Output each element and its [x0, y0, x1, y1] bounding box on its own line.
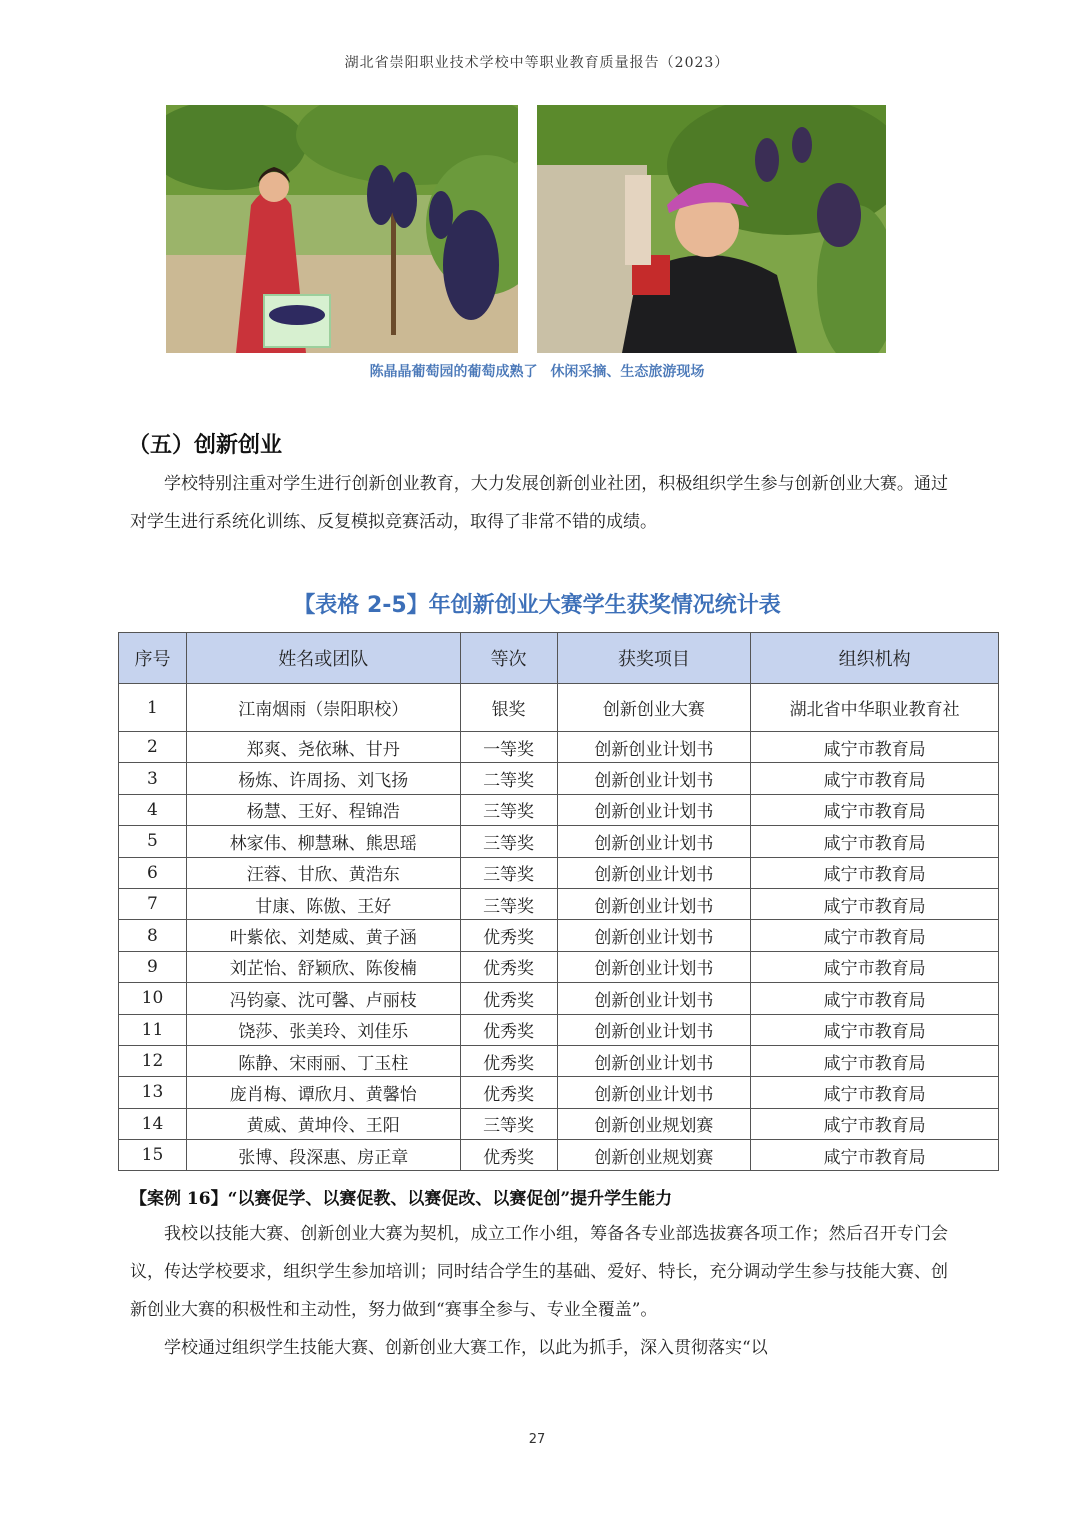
cell-organizer: 咸宁市教育局: [751, 826, 999, 857]
cell-organizer: 咸宁市教育局: [751, 1014, 999, 1045]
cell-rank: 优秀奖: [460, 1014, 557, 1045]
table-row: [119, 1014, 999, 1045]
case-paragraph-2: 学校通过组织学生技能大赛、创新创业大赛工作，以此为抓手，深入贯彻落实“以: [164, 1338, 768, 1358]
table-row: [119, 857, 999, 888]
table-row: [119, 920, 999, 951]
table-row: [119, 951, 999, 982]
page-number: 27: [528, 1432, 546, 1447]
table-title: 【表格 2-5】年创新创业大赛学生获奖情况统计表: [293, 593, 781, 618]
cell-name: 陈静、宋雨丽、丁玉柱: [186, 1045, 460, 1076]
cell-index: 9: [119, 951, 187, 982]
cell-index: 12: [119, 1045, 187, 1076]
cell-project: 创新创业计划书: [557, 888, 751, 919]
cell-organizer: 咸宁市教育局: [751, 763, 999, 794]
cell-name: 郑爽、尧依琳、甘丹: [186, 732, 460, 763]
cell-project: 创新创业计划书: [557, 1045, 751, 1076]
cell-rank: 一等奖: [460, 732, 557, 763]
header-rank: 等次: [460, 633, 557, 684]
cell-name: 饶莎、张美玲、刘佳乐: [186, 1014, 460, 1045]
cell-rank: 优秀奖: [460, 1077, 557, 1108]
cell-name: 杨慧、王好、程锦浩: [186, 794, 460, 825]
cell-name: 汪蓉、甘欣、黄浩东: [186, 857, 460, 888]
cell-organizer: 咸宁市教育局: [751, 1108, 999, 1139]
cell-name: 杨炼、许周扬、刘飞扬: [186, 763, 460, 794]
case-body: [130, 1215, 948, 1367]
page-header: 湖北省崇阳职业技术学校中等职业教育质量报告（2023）: [344, 55, 730, 71]
cell-index: 11: [119, 1014, 187, 1045]
section-paragraph: [130, 465, 948, 541]
header-name: 姓名或团队: [186, 633, 460, 684]
cell-rank: 优秀奖: [460, 920, 557, 951]
table-row: [119, 1045, 999, 1076]
cell-project: 创新创业计划书: [557, 983, 751, 1014]
case-paragraph-1: 我校以技能大赛、创新创业大赛为契机，成立工作小组，筹备各专业部选拔赛各项工作；然后召开专门会议，传达学校要求，组织学生参加培训；同时结合学生的基础、爱好、特长，充分调动学生参与技能大赛、创新创业大赛的积极性和主动性，努力做到“赛事全参与、专业全覆盖”。: [130, 1224, 948, 1320]
cell-index: 15: [119, 1140, 187, 1171]
cell-rank: 三等奖: [460, 1108, 557, 1139]
table-row: [119, 794, 999, 825]
table-row: [119, 1140, 999, 1171]
cell-index: 1: [119, 684, 187, 732]
cell-index: 6: [119, 857, 187, 888]
cell-organizer: 咸宁市教育局: [751, 920, 999, 951]
cell-organizer: 咸宁市教育局: [751, 983, 999, 1014]
cell-name: 刘芷怡、舒颖欣、陈俊楠: [186, 951, 460, 982]
cell-rank: 三等奖: [460, 826, 557, 857]
cell-rank: 优秀奖: [460, 1045, 557, 1076]
cell-project: 创新创业计划书: [557, 794, 751, 825]
cell-organizer: 咸宁市教育局: [751, 732, 999, 763]
section-title: （五）创新创业: [128, 432, 283, 458]
cell-name: 冯钧豪、沈可馨、卢丽枝: [186, 983, 460, 1014]
grape-picking-photo-right: [537, 105, 886, 353]
table-row: [119, 732, 999, 763]
cell-index: 2: [119, 732, 187, 763]
cell-project: 创新创业计划书: [557, 763, 751, 794]
cell-project: 创新创业大赛: [557, 684, 751, 732]
table-row: [119, 1108, 999, 1139]
cell-name: 叶紫依、刘楚威、黄子涵: [186, 920, 460, 951]
cell-name: 甘康、陈傲、王好: [186, 888, 460, 919]
cell-index: 13: [119, 1077, 187, 1108]
header-index: 序号: [119, 633, 187, 684]
cell-rank: 三等奖: [460, 794, 557, 825]
cell-index: 7: [119, 888, 187, 919]
cell-rank: 优秀奖: [460, 951, 557, 982]
cell-name: 江南烟雨（崇阳职校）: [186, 684, 460, 732]
cell-rank: 三等奖: [460, 857, 557, 888]
cell-project: 创新创业计划书: [557, 857, 751, 888]
cell-project: 创新创业计划书: [557, 732, 751, 763]
cell-rank: 优秀奖: [460, 983, 557, 1014]
cell-rank: 银奖: [460, 684, 557, 732]
cell-index: 8: [119, 920, 187, 951]
cell-index: 4: [119, 794, 187, 825]
table-row: [119, 826, 999, 857]
cell-name: 张博、段深惠、房正章: [186, 1140, 460, 1171]
cell-project: 创新创业计划书: [557, 1014, 751, 1045]
table-header-row: [119, 633, 999, 684]
header-project: 获奖项目: [557, 633, 751, 684]
cell-project: 创新创业规划赛: [557, 1140, 751, 1171]
case-title: 【案例 16】“以赛促学、以赛促教、以赛促改、以赛促创”提升学生能力: [130, 1189, 673, 1209]
cell-name: 黄威、黄坤伶、王阳: [186, 1108, 460, 1139]
cell-name: 庞肖梅、谭欣月、黄馨怡: [186, 1077, 460, 1108]
cell-index: 5: [119, 826, 187, 857]
cell-organizer: 咸宁市教育局: [751, 888, 999, 919]
table-row: [119, 888, 999, 919]
table-row: [119, 983, 999, 1014]
awards-table: [118, 632, 999, 1171]
cell-project: 创新创业计划书: [557, 951, 751, 982]
cell-index: 10: [119, 983, 187, 1014]
table-row: [119, 684, 999, 732]
caption-right: 休闲采摘、生态旅游现场: [550, 364, 705, 380]
cell-project: 创新创业规划赛: [557, 1108, 751, 1139]
cell-rank: 优秀奖: [460, 1140, 557, 1171]
photo-caption: [0, 361, 1074, 381]
table-row: [119, 1077, 999, 1108]
section-paragraph-text: 学校特别注重对学生进行创新创业教育，大力发展创新创业社团，积极组织学生参与创新创业大赛。通过对学生进行系统化训练、反复模拟竞赛活动，取得了非常不错的成绩。: [130, 474, 948, 532]
grape-vineyard-photo-left: [166, 105, 518, 353]
cell-rank: 二等奖: [460, 763, 557, 794]
cell-name: 林家伟、柳慧琳、熊思瑶: [186, 826, 460, 857]
cell-project: 创新创业计划书: [557, 1077, 751, 1108]
cell-organizer: 咸宁市教育局: [751, 857, 999, 888]
table-row: [119, 763, 999, 794]
header-organizer: 组织机构: [751, 633, 999, 684]
cell-organizer: 咸宁市教育局: [751, 1077, 999, 1108]
cell-organizer: 咸宁市教育局: [751, 1140, 999, 1171]
cell-organizer: 咸宁市教育局: [751, 794, 999, 825]
cell-project: 创新创业计划书: [557, 920, 751, 951]
caption-left: 陈晶晶葡萄园的葡萄成熟了: [369, 364, 538, 380]
cell-index: 14: [119, 1108, 187, 1139]
cell-organizer: 咸宁市教育局: [751, 951, 999, 982]
cell-rank: 三等奖: [460, 888, 557, 919]
cell-organizer: 咸宁市教育局: [751, 1045, 999, 1076]
cell-project: 创新创业计划书: [557, 826, 751, 857]
cell-organizer: 湖北省中华职业教育社: [751, 684, 999, 732]
cell-index: 3: [119, 763, 187, 794]
